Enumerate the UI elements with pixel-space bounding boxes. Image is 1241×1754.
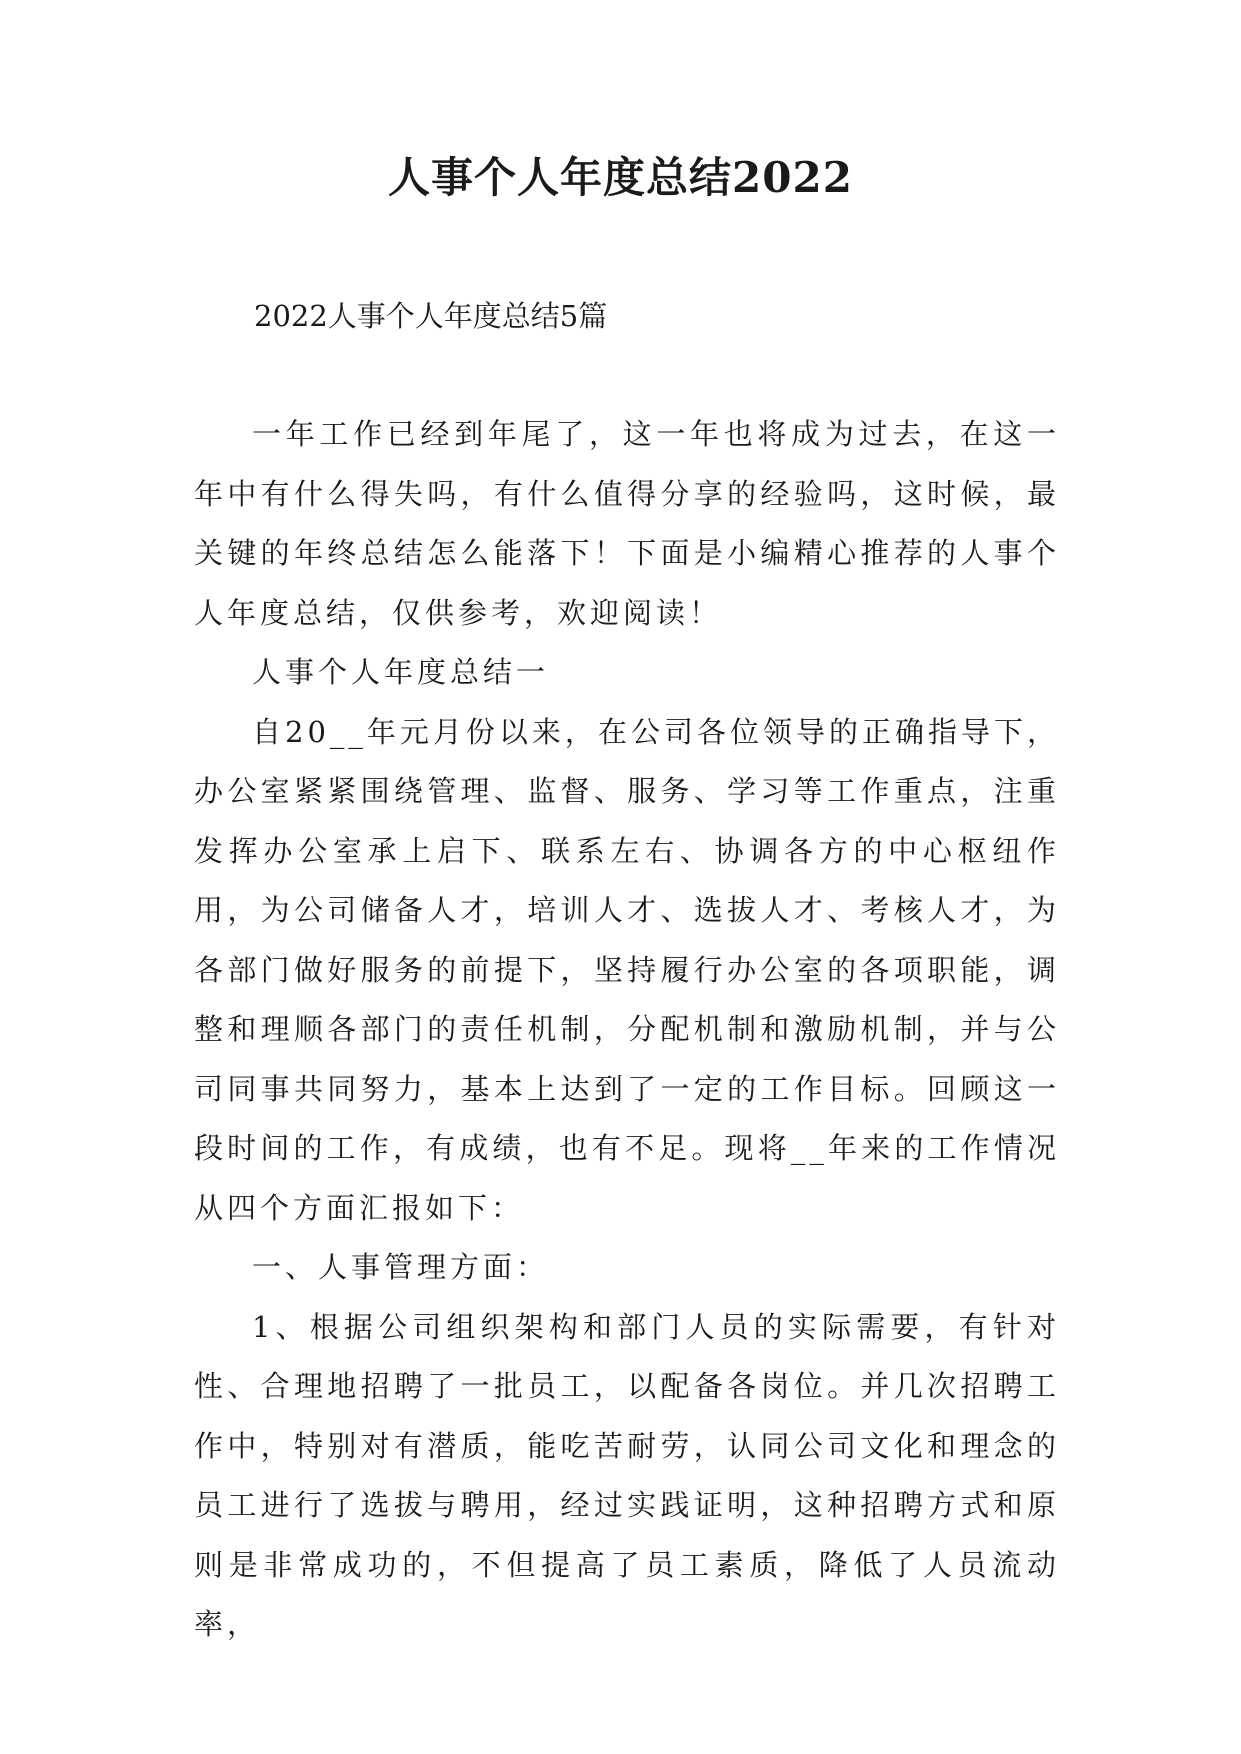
document-subtitle: 2022人事个人年度总结5篇 [254,299,608,333]
section-heading: 人事个人年度总结一 [252,655,550,689]
body-paragraph: 自20__年元月份以来，在公司各位领导的正确指导下，办公室紧紧围绕管理、监督、服务、学习等工作重点，注重发挥办公室承上启下、联系左右、协调各方的中心枢纽作用，为公司储备人才，培训人才、选拔人才、考核人才，为各部门做好服务的前提下，坚持履行办公室的各项职能，调整和理顺各部门的责任机制，分配机制和激励机制，并与公司同事共同努力，基本上达到了一定的工作目标。回顾这一段时间的工作，有成绩，也有不足。现将__年来的工作情况从四个方面汇报如下： [194,714,1060,1225]
document-title: 人事个人年度总结2022 [388,153,853,202]
intro-paragraph: 一年工作已经到年尾了，这一年也将成为过去，在这一年中有什么得失吗，有什么值得分享的经验吗，这时候，最关键的年终总结怎么能落下！下面是小编精心推荐的人事个人年度总结，仅供参考，欢迎阅读！ [194,417,1060,630]
document-body [194,405,1060,1655]
body-paragraph: 1、根据公司组织架构和部门人员的实际需要，有针对性、合理地招聘了一批员工，以配备各岗位。并几次招聘工作中，特别对有潜质，能吃苦耐劳，认同公司文化和理念的员工进行了选拔与聘用，经过实践证明，这种招聘方式和原则是非常成功的，不但提高了员工素质，降低了人员流动率， [194,1309,1060,1641]
subsection-heading: 一、人事管理方面： [252,1250,550,1284]
